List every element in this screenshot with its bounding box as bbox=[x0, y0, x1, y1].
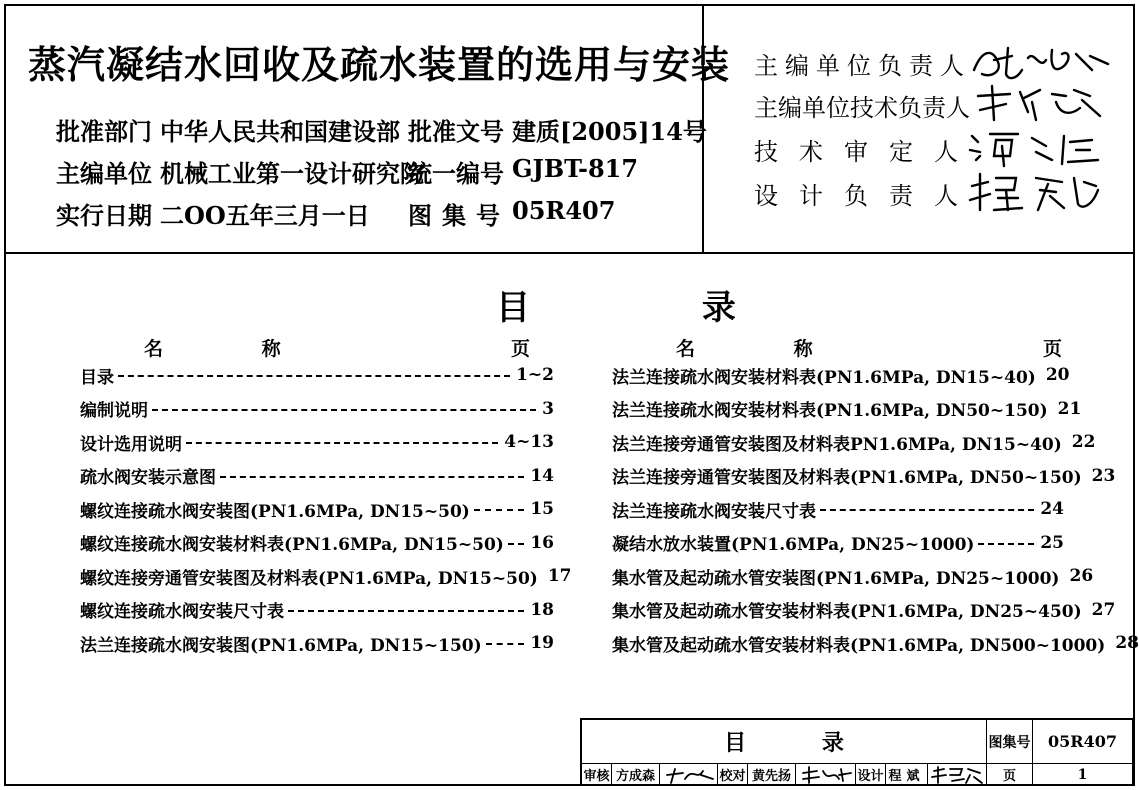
contents-entry bbox=[612, 496, 1064, 522]
person-role: 主编单位负责人 bbox=[754, 52, 971, 80]
contents-entry bbox=[80, 396, 554, 422]
contents-entry bbox=[80, 463, 554, 489]
entry-name: 螺纹连接旁通管安装图及材料表(PN1.6MPa, DN15~50) bbox=[80, 568, 538, 589]
meta-value: 建质[2005]14号 bbox=[512, 117, 707, 146]
meta-value: GJBT-817 bbox=[512, 154, 639, 183]
page-value: 1 bbox=[1033, 764, 1133, 786]
meta-label: 批准部门 bbox=[56, 117, 152, 146]
signature-image bbox=[968, 40, 1118, 84]
entry-page: 4~13 bbox=[504, 432, 554, 452]
check-name: 黄先扬 bbox=[748, 764, 796, 786]
entry-name: 螺纹连接疏水阀安装材料表(PN1.6MPa, DN15~50) bbox=[80, 535, 504, 555]
contents-entry bbox=[80, 429, 554, 455]
check-label: 校对 bbox=[718, 764, 748, 786]
signature-image bbox=[663, 765, 715, 785]
contents-entry bbox=[80, 496, 554, 522]
entry-page: 3 bbox=[542, 398, 554, 419]
column-header-name: 名 称 bbox=[144, 338, 327, 360]
contents-entry bbox=[612, 530, 1064, 556]
entry-page: 19 bbox=[530, 633, 554, 653]
entry-name: 法兰连接疏水阀安装材料表(PN1.6MPa, DN15~40) bbox=[612, 367, 1036, 388]
meta-label: 统一编号 bbox=[408, 159, 504, 188]
entry-page: 22 bbox=[1071, 432, 1096, 452]
entry-page: 24 bbox=[1040, 499, 1064, 519]
document-title: 蒸汽凝结水回收及疏水装置的选用与安装 bbox=[28, 42, 731, 87]
header bbox=[6, 6, 1133, 254]
meta-label: 批准文号 bbox=[408, 117, 504, 146]
entry-name: 集水管及起动疏水管安装材料表(PN1.6MPa, DN25~450) bbox=[612, 602, 1082, 622]
entry-name: 凝结水放水装置(PN1.6MPa, DN25~1000) bbox=[612, 535, 975, 555]
entry-name: 法兰连接旁通管安装图及材料表PN1.6MPa, DN15~40) bbox=[612, 434, 1062, 455]
leader-dashes bbox=[820, 509, 1034, 511]
entry-page: 25 bbox=[1040, 532, 1064, 553]
entry-name: 目录 bbox=[80, 367, 114, 388]
meta-label: 图集号 bbox=[408, 201, 510, 230]
review-label: 审核 bbox=[582, 764, 612, 786]
leader-dashes bbox=[978, 543, 1034, 545]
drawing-sheet bbox=[4, 4, 1139, 786]
entry-name: 法兰连接疏水阀安装材料表(PN1.6MPa, DN50~150) bbox=[612, 401, 1048, 421]
design-name: 程斌 bbox=[886, 764, 928, 786]
column-header-name: 名 称 bbox=[676, 338, 859, 360]
contents-entry bbox=[612, 630, 1139, 656]
atlas-number-value: 05R407 bbox=[1033, 720, 1133, 764]
entry-name: 疏水阀安装示意图 bbox=[80, 468, 216, 488]
leader-dashes bbox=[288, 610, 524, 612]
entry-page: 28 bbox=[1115, 633, 1139, 653]
entry-page: 20 bbox=[1045, 365, 1070, 385]
entry-page: 21 bbox=[1057, 398, 1082, 419]
page-label: 页 bbox=[987, 764, 1033, 786]
review-name: 方成森 bbox=[612, 764, 660, 786]
person-role: 技术审定人 bbox=[754, 138, 979, 166]
contents-entry bbox=[80, 530, 554, 556]
meta-label: 实行日期 bbox=[56, 201, 152, 230]
entry-page: 18 bbox=[530, 599, 554, 620]
entry-page: 16 bbox=[530, 532, 554, 553]
entry-name: 设计选用说明 bbox=[80, 434, 182, 455]
entry-page: 14 bbox=[530, 465, 554, 486]
meta-value: 机械工业第一设计研究院 bbox=[160, 159, 424, 188]
column-header-page: 页 bbox=[511, 338, 531, 360]
signature-image bbox=[799, 765, 853, 785]
entry-name: 法兰连接旁通管安装图及材料表(PN1.6MPa, DN50~150) bbox=[612, 468, 1082, 488]
contents-entry bbox=[80, 597, 554, 623]
entry-page: 26 bbox=[1069, 566, 1094, 586]
review-signature bbox=[660, 764, 718, 786]
meta-value: 05R407 bbox=[512, 196, 616, 225]
signature-image bbox=[970, 82, 1110, 126]
leader-dashes bbox=[508, 543, 525, 545]
title-block-title: 目 录 bbox=[582, 720, 987, 764]
entry-page: 15 bbox=[530, 499, 554, 519]
entry-name: 集水管及起动疏水管安装材料表(PN1.6MPa, DN500~1000) bbox=[612, 635, 1106, 656]
meta-value: 二OO五年三月一日 bbox=[160, 201, 370, 230]
contents-entry bbox=[612, 463, 1116, 489]
contents-entry bbox=[612, 396, 1082, 422]
check-signature bbox=[796, 764, 856, 786]
contents-entry bbox=[612, 597, 1116, 623]
entry-name: 集水管及起动疏水管安装图(PN1.6MPa, DN25~1000) bbox=[612, 568, 1060, 589]
entry-name: 编制说明 bbox=[80, 401, 148, 421]
atlas-number-label: 图集号 bbox=[987, 720, 1033, 764]
signature-image bbox=[966, 170, 1106, 214]
personnel-panel bbox=[704, 6, 1133, 252]
leader-dashes bbox=[152, 409, 536, 411]
entry-name: 螺纹连接疏水阀安装图(PN1.6MPa, DN15~50) bbox=[80, 501, 470, 522]
entry-page: 27 bbox=[1091, 599, 1116, 620]
contents-title: 目 录 bbox=[496, 288, 816, 328]
entry-page: 1~2 bbox=[516, 365, 554, 385]
leader-dashes bbox=[186, 442, 498, 444]
entry-name: 螺纹连接疏水阀安装尺寸表 bbox=[80, 602, 284, 622]
entry-name: 法兰连接疏水阀安装尺寸表 bbox=[612, 501, 816, 522]
contents-entry bbox=[80, 630, 554, 656]
person-role: 设计负责人 bbox=[754, 182, 979, 210]
contents-entry bbox=[612, 362, 1070, 388]
entry-name: 法兰连接疏水阀安装图(PN1.6MPa, DN15~150) bbox=[80, 635, 482, 656]
entry-page: 23 bbox=[1091, 465, 1116, 486]
meta-value: 中华人民共和国建设部 bbox=[160, 117, 400, 146]
design-signature bbox=[928, 764, 987, 786]
meta-label: 主编单位 bbox=[56, 159, 152, 188]
column-header-page: 页 bbox=[1043, 338, 1063, 360]
leader-dashes bbox=[220, 476, 524, 478]
person-role: 主编单位技术负责人 bbox=[754, 94, 970, 122]
leader-dashes bbox=[474, 509, 525, 511]
leader-dashes bbox=[486, 643, 525, 645]
contents-entry bbox=[612, 563, 1094, 589]
signature-image bbox=[966, 126, 1106, 170]
contents-entry bbox=[612, 429, 1096, 455]
contents-entry bbox=[80, 563, 572, 589]
design-label: 设计 bbox=[856, 764, 886, 786]
contents-entry bbox=[80, 362, 554, 388]
signature-image bbox=[930, 765, 984, 785]
title-block bbox=[580, 718, 1133, 786]
header-info-panel bbox=[6, 6, 731, 252]
entry-page: 17 bbox=[547, 566, 572, 586]
leader-dashes bbox=[118, 375, 510, 377]
